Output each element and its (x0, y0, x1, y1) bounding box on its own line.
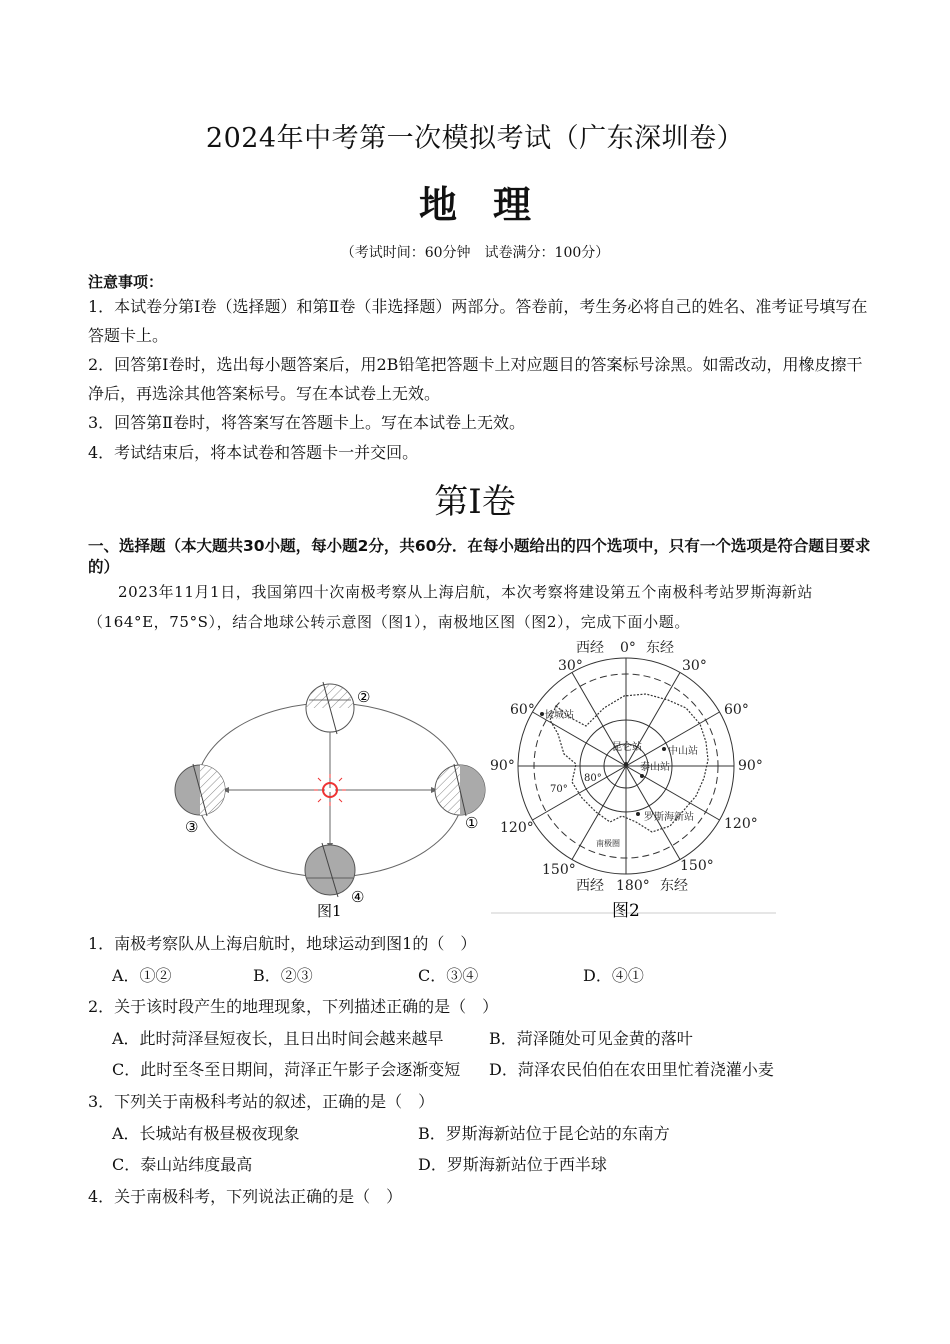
lbl-70: 70° (550, 784, 568, 795)
bottom-deg: 180° (616, 878, 650, 894)
q1-option-b[interactable]: B．②③ (253, 966, 313, 985)
bottom-east: 东经 (660, 878, 688, 894)
station-zhongshan: 中山站 (668, 746, 698, 757)
lbl-60e: 60° (724, 702, 749, 718)
q3-option-a[interactable]: A．长城站有极昼极夜现象 (112, 1124, 300, 1143)
q2-option-a[interactable]: A．此时菏泽昼短夜长，且日出时间会越来越早 (112, 1029, 444, 1048)
q3-option-b[interactable]: B．罗斯海新站位于昆仑站的东南方 (418, 1124, 670, 1143)
station-kunlun: 昆仑站 (612, 742, 642, 753)
q3-option-d[interactable]: D．罗斯海新站位于西半球 (418, 1155, 607, 1174)
notice-item-1: 1．本试卷分第Ⅰ卷（选择题）和第Ⅱ卷（非选择题）两部分。答卷前，考生务必将自己的姓名、准考证号填写在答题卡上。 (88, 297, 868, 345)
part1-heading: 一、选择题（本大题共30小题，每小题2分，共60分．在每小题给出的四个选项中，只有一个选项是符合题目要求的） (88, 537, 871, 576)
lbl-150e: 150° (680, 858, 714, 874)
lbl-30w: 30° (558, 658, 583, 674)
lbl-60w: 60° (510, 702, 535, 718)
label-2: ② (357, 688, 371, 706)
lbl-80: 80° (584, 773, 602, 784)
label-3: ③ (185, 818, 199, 836)
top-west: 西经 (576, 640, 604, 656)
figure1-revolution-diagram (165, 670, 495, 920)
notice-item-4: 4．考试结束后，将本试卷和答题卡一并交回。 (88, 443, 419, 462)
lbl-150w: 150° (542, 862, 576, 878)
top-east: 东经 (646, 640, 674, 656)
q2-option-c[interactable]: C．此时至冬至日期间，菏泽正午影子会逐渐变短 (112, 1060, 461, 1079)
notice-heading: 注意事项： (88, 273, 164, 291)
top-zero: 0° (620, 640, 636, 656)
section-title: 第Ⅰ卷 (434, 482, 516, 522)
earth-position-2 (306, 682, 354, 734)
station-taishan: 泰山站 (640, 762, 670, 773)
part1-intro: 2023年11月1日，我国第四十次南极考察从上海启航，本次考察将建设第五个南极科考站罗斯海新站（164°E，75°S），结合地球公转示意图（图1），南极地区图（图2），完成下面小题。 (88, 583, 814, 631)
earth-position-4 (305, 843, 355, 897)
station-rosshai: 罗斯海新站 (644, 812, 694, 823)
question-3-stem: 3．下列关于南极科考站的叙述，正确的是（ ） (88, 1092, 435, 1111)
exam-title: 2024年中考第一次模拟考试（广东深圳卷） (205, 123, 745, 154)
notice-item-2: 2．回答第Ⅰ卷时，选出每小题答案后，用2B铅笔把答题卡上对应题目的答案标号涂黑。如需改动，用橡皮擦干净后，再选涂其他答案标号。写在本试卷上无效。 (88, 355, 863, 403)
q2-option-d[interactable]: D．菏泽农民伯伯在农田里忙着浇灌小麦 (489, 1060, 774, 1079)
notice-item-3: 3．回答第Ⅱ卷时，将答案写在答题卡上。写在本试卷上无效。 (88, 413, 526, 432)
lbl-120w: 120° (500, 820, 534, 836)
question-4-stem: 4．关于南极科考，下列说法正确的是（ ） (88, 1187, 403, 1206)
lbl-90w: 90° (490, 758, 515, 774)
lbl-antarctic-circle: 南极圈 (596, 839, 620, 848)
label-4: ④ (351, 888, 365, 906)
question-1-stem: 1．南极考察队从上海启航时，地球运动到图1的（ ） (88, 934, 477, 953)
figure2-caption: 图2 (612, 901, 640, 920)
question-2-stem: 2．关于该时段产生的地理现象，下列描述正确的是（ ） (88, 997, 499, 1016)
q1-option-c[interactable]: C．③④ (418, 966, 479, 985)
q1-option-a[interactable]: A．①② (112, 966, 172, 985)
earth-position-3 (175, 764, 225, 816)
station-changcheng: 长城站 (544, 710, 574, 721)
earth-position-1 (435, 764, 485, 816)
lbl-90e: 90° (738, 758, 763, 774)
q1-option-d[interactable]: D．④① (583, 966, 644, 985)
label-1: ① (465, 814, 479, 832)
subject-title: 地理 (418, 182, 567, 227)
bottom-west: 西经 (576, 878, 604, 894)
figure1-caption: 图1 (317, 902, 342, 920)
lbl-30e: 30° (682, 658, 707, 674)
lbl-120e: 120° (724, 816, 758, 832)
q2-option-b[interactable]: B．菏泽随处可见金黄的落叶 (489, 1029, 693, 1048)
figure2-antarctica-map (486, 636, 776, 920)
exam-info: （考试时间：60分钟 试卷满分：100分） (340, 245, 610, 261)
q3-option-c[interactable]: C．泰山站纬度最高 (112, 1155, 253, 1174)
